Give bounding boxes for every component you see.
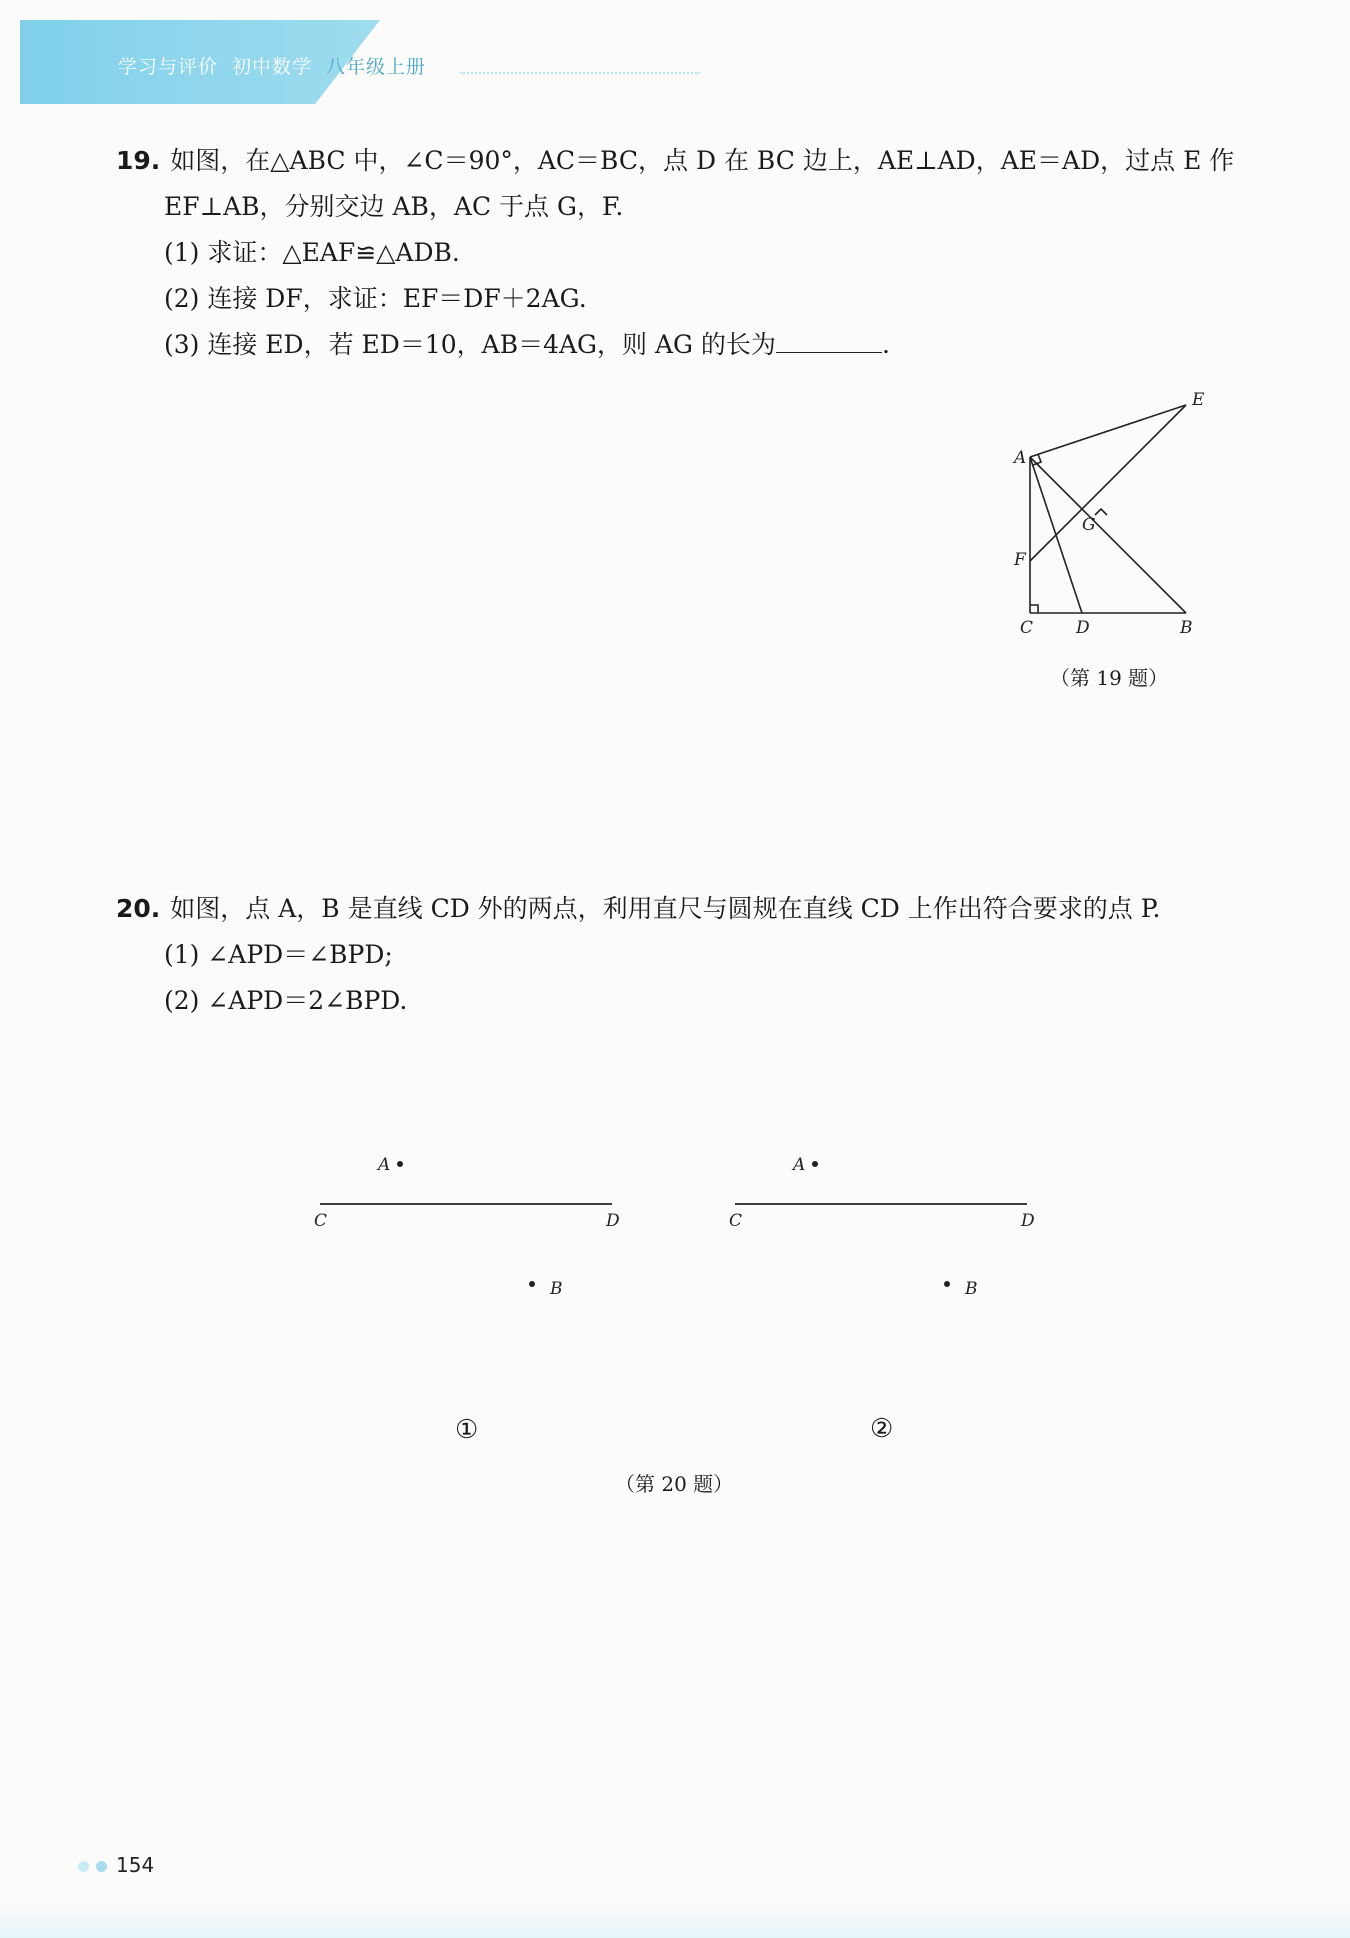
q19-answer-blank[interactable] bbox=[776, 324, 882, 353]
label-B-1: B bbox=[550, 1279, 563, 1299]
segment-EF bbox=[1030, 405, 1186, 561]
label-E: E bbox=[1192, 390, 1205, 410]
page-number: 154 bbox=[116, 1853, 155, 1877]
label-D-1: D bbox=[606, 1211, 620, 1231]
label-A: A bbox=[1014, 448, 1027, 468]
point-B-2 bbox=[944, 1281, 950, 1287]
q19-text-line1: 如图，在△ABC 中，∠C＝90°，AC＝BC，点 D 在 BC 边上，AE⊥AD，AE＝AD，过点 E 作 bbox=[170, 146, 1235, 175]
q20-caption: （第 20 题） bbox=[615, 1472, 734, 1496]
point-A-1 bbox=[397, 1161, 403, 1167]
right-angle-mark-C bbox=[1030, 605, 1038, 613]
label-A-1: A bbox=[378, 1155, 391, 1175]
q20-mark-2: ② bbox=[870, 1414, 894, 1444]
q19-number: 19. bbox=[116, 146, 161, 175]
q19-caption: （第 19 题） bbox=[1050, 666, 1169, 690]
point-A-2 bbox=[812, 1161, 818, 1167]
page-dot-1 bbox=[78, 1861, 89, 1872]
right-angle-mark-G bbox=[1095, 509, 1107, 515]
label-A-2: A bbox=[793, 1155, 806, 1175]
label-D-2: D bbox=[1021, 1211, 1035, 1231]
q20-line1 bbox=[116, 886, 1160, 932]
label-B: B bbox=[1180, 618, 1193, 638]
footer-band bbox=[0, 1905, 1350, 1938]
q20-number: 20. bbox=[116, 894, 161, 923]
q19-sub2: (2) 连接 DF，求证：EF＝DF＋2AG. bbox=[164, 284, 587, 313]
q20-figure-2 bbox=[715, 1140, 1055, 1300]
label-F: F bbox=[1014, 550, 1026, 570]
label-B-2: B bbox=[965, 1279, 978, 1299]
q20-sub1: (1) ∠APD＝∠BPD; bbox=[164, 940, 393, 969]
q20-figure-1 bbox=[300, 1140, 640, 1300]
running-header bbox=[118, 52, 440, 79]
q20-sub2: (2) ∠APD＝2∠BPD. bbox=[164, 986, 408, 1015]
point-B-1 bbox=[529, 1281, 535, 1287]
q19-line1 bbox=[116, 138, 1234, 184]
label-C-2: C bbox=[729, 1211, 743, 1231]
label-D: D bbox=[1076, 618, 1090, 638]
segment-AB bbox=[1030, 457, 1186, 613]
q19-sub3 bbox=[164, 322, 890, 368]
segment-AE bbox=[1030, 405, 1186, 457]
header-dotted-rule bbox=[460, 72, 700, 76]
label-C: C bbox=[1020, 618, 1034, 638]
header-part-series: 学习与评价 bbox=[118, 56, 219, 78]
q19-text-line2: EF⊥AB，分别交边 AB，AC 于点 G，F. bbox=[164, 192, 624, 221]
label-C-1: C bbox=[314, 1211, 328, 1231]
q19-sub3-end: . bbox=[881, 330, 890, 359]
q19-figure bbox=[1000, 385, 1240, 645]
q20-text-line1: 如图，点 A，B 是直线 CD 外的两点，利用直尺与圆规在直线 CD 上作出符合要求的点 P. bbox=[170, 894, 1161, 923]
page-dot-2 bbox=[96, 1861, 107, 1872]
label-G: G bbox=[1082, 515, 1096, 535]
q20-mark-1: ① bbox=[455, 1415, 479, 1445]
header-part-volume: 八年级上册 bbox=[326, 56, 427, 78]
q19-sub1: (1) 求证：△EAF≌△ADB. bbox=[164, 238, 460, 267]
q19-sub3-text: (3) 连接 ED，若 ED＝10，AB＝4AG，则 AG 的长为 bbox=[164, 330, 776, 359]
header-part-subject: 初中数学 bbox=[232, 56, 313, 78]
